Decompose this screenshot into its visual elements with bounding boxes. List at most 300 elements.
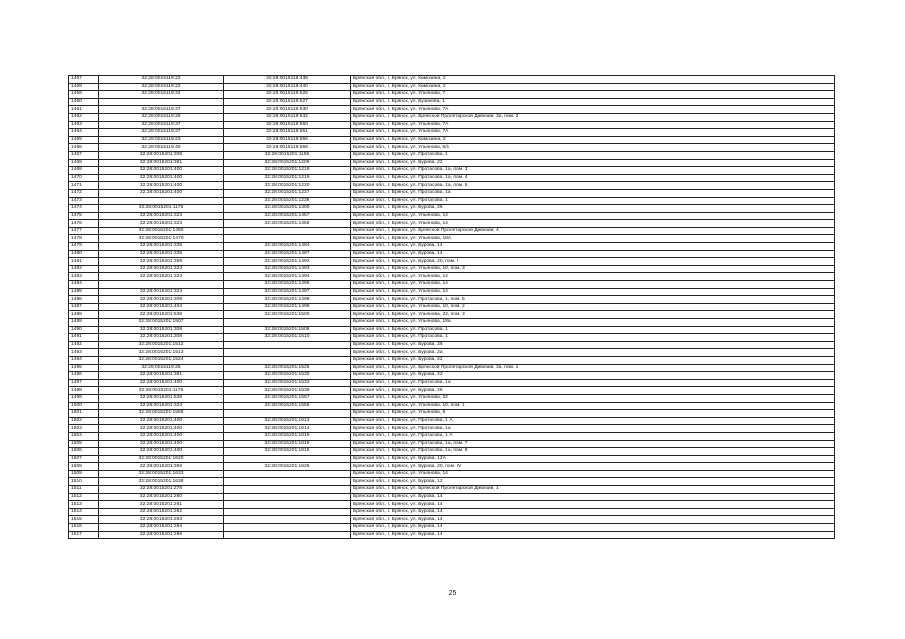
row-number-cell: 1490	[69, 326, 99, 334]
table-row	[69, 319, 835, 327]
row-number-cell: 1482	[69, 265, 99, 273]
table-row	[69, 265, 835, 273]
table-row	[69, 486, 835, 494]
table-row	[69, 417, 835, 425]
land-plot-cadastral-number-cell: 32:28:0015201:323	[99, 212, 224, 220]
row-number-cell: 1505	[69, 440, 99, 448]
table-row	[69, 326, 835, 334]
table-row	[69, 387, 835, 395]
address-cell: Брянская обл., г. Брянск, ул. Бузинова, 1	[351, 98, 835, 106]
address-cell: Брянская обл., г. Брянск, ул. Протасова, 1 А	[351, 417, 835, 425]
address-cell: Брянская обл., г. Брянск, ул. Ульянова, 18а	[351, 319, 835, 327]
table-row	[69, 144, 835, 152]
address-cell: Брянская обл., г. Брянск, ул. Ульянова, 7А	[351, 129, 835, 137]
row-number-cell: 1500	[69, 402, 99, 410]
land-plot-cadastral-number-cell: 32:28:0015119:23	[99, 76, 224, 84]
address-cell: Брянская обл., г. Брянск, ул. Ульянова, 7	[351, 91, 835, 99]
row-number-cell: 1499	[69, 394, 99, 402]
table-row	[69, 493, 835, 501]
table-row	[69, 235, 835, 243]
land-plot-cadastral-number-cell: 32:28:0015201:400	[99, 174, 224, 182]
table-row	[69, 425, 835, 433]
address-cell: Брянская обл., г. Брянск, ул. Ульянова, 10, пом. 3	[351, 265, 835, 273]
address-cell: Брянская обл., г. Брянск, ул. Камозина, 2	[351, 136, 835, 144]
row-number-cell: 1463	[69, 121, 99, 129]
building-cadastral-number-cell: 32:28:0015201:1458	[224, 220, 351, 228]
row-number-cell: 1487	[69, 303, 99, 311]
table-row	[69, 98, 835, 106]
table-row	[69, 410, 835, 418]
land-plot-cadastral-number-cell: 32:28:0015201:323	[99, 273, 224, 281]
land-plot-cadastral-number-cell: 32:28:0015119:25	[99, 364, 224, 372]
address-cell: Брянская обл., г. Брянск, ул. Протасова, 1	[351, 197, 835, 205]
land-plot-cadastral-number-cell: 32:28:0015201:1470	[99, 235, 224, 243]
row-number-cell: 1458	[69, 83, 99, 91]
row-number-cell: 1496	[69, 372, 99, 380]
land-plot-cadastral-number-cell: 32:28:0015201:1175	[99, 387, 224, 395]
address-cell: Брянская обл., г. Брянск, ул. Бурова, 14	[351, 501, 835, 509]
building-cadastral-number-cell: 32:28:0015201:1500	[224, 311, 351, 319]
building-cadastral-number-cell: 32:28:0015119:550	[224, 121, 351, 129]
row-number-cell: 1481	[69, 258, 99, 266]
row-number-cell: 1501	[69, 410, 99, 418]
land-plot-cadastral-number-cell: 32:28:0015201:308	[99, 334, 224, 342]
address-cell: Брянская обл., г. Брянск, ул. Протасова, 1а, пом. 5	[351, 182, 835, 190]
row-number-cell: 1504	[69, 432, 99, 440]
building-cadastral-number-cell	[224, 531, 351, 539]
building-cadastral-number-cell: 32:28:0015201:1619	[224, 448, 351, 456]
land-plot-cadastral-number-cell: 32:28:0015119:37	[99, 106, 224, 114]
table-row	[69, 508, 835, 516]
row-number-cell: 1464	[69, 129, 99, 137]
building-cadastral-number-cell: 32:28:0015119:440	[224, 83, 351, 91]
building-cadastral-number-cell: 32:28:0015201:1220	[224, 182, 351, 190]
land-plot-cadastral-number-cell: 32:28:0015119:37	[99, 129, 224, 137]
table-row	[69, 167, 835, 175]
address-cell: Брянская обл., г. Брянск, ул. Бурова, 22	[351, 372, 835, 380]
address-cell: Брянская обл., г. Брянск, ул. Бурова, 14	[351, 508, 835, 516]
address-cell: Брянская обл., г. Брянск, ул. Брянской Пролетарской Дивизии, 1	[351, 486, 835, 494]
land-plot-cadastral-number-cell: 32:28:0015201:335	[99, 243, 224, 251]
row-number-cell: 1517	[69, 531, 99, 539]
table-row	[69, 311, 835, 319]
land-plot-cadastral-number-cell: 32:28:0015119:23	[99, 83, 224, 91]
building-cadastral-number-cell: 32:28:0015201:1499	[224, 303, 351, 311]
building-cadastral-number-cell	[224, 516, 351, 524]
table-row	[69, 273, 835, 281]
table-row	[69, 189, 835, 197]
table-row	[69, 531, 835, 539]
address-cell: Брянская обл., г. Брянск, ул. Ульянова, 14	[351, 281, 835, 289]
building-cadastral-number-cell: 32:28:0015201:1218	[224, 167, 351, 175]
table-row	[69, 121, 835, 129]
table-row	[69, 356, 835, 364]
land-plot-cadastral-number-cell: 32:28:0015201:323	[99, 220, 224, 228]
row-number-cell: 1507	[69, 455, 99, 463]
land-plot-cadastral-number-cell: 32:28:0015201:308	[99, 151, 224, 159]
building-cadastral-number-cell	[224, 410, 351, 418]
address-cell: Брянская обл., г. Брянск, ул. Бурова, 14	[351, 531, 835, 539]
row-number-cell: 1498	[69, 387, 99, 395]
building-cadastral-number-cell	[224, 470, 351, 478]
building-cadastral-number-cell: 32:28:0015201:1237	[224, 189, 351, 197]
address-cell: Брянская обл., г. Брянск, ул. Брянской Пролетарской Дивизии, 3а, пом. 2	[351, 113, 835, 121]
table-row	[69, 432, 835, 440]
land-plot-cadastral-number-cell: 32:28:0015201:278	[99, 486, 224, 494]
address-cell: Брянская обл., г. Брянск, ул. Протасова, 1а, пом. 4	[351, 174, 835, 182]
table-row	[69, 258, 835, 266]
row-number-cell: 1469	[69, 167, 99, 175]
table-row	[69, 341, 835, 349]
address-cell: Брянская обл., г. Брянск, ул. Ульянова, 8	[351, 410, 835, 418]
land-plot-cadastral-number-cell: 32:28:0015201:283	[99, 516, 224, 524]
land-plot-cadastral-number-cell: 32:28:0015201:1633	[99, 470, 224, 478]
row-number-cell: 1495	[69, 364, 99, 372]
address-cell: Брянская обл., г. Брянск, ул. Ульянова, 14	[351, 470, 835, 478]
land-plot-cadastral-number-cell: 32:28:0015201:282	[99, 508, 224, 516]
row-number-cell: 1478	[69, 235, 99, 243]
address-cell: Брянская обл., г. Брянск, ул. Ульянова, 18А	[351, 235, 835, 243]
table-row	[69, 372, 835, 380]
address-cell: Брянская обл., г. Брянск, ул. Ульянова, 14	[351, 212, 835, 220]
building-cadastral-number-cell: 32:28:0015201:1497	[224, 288, 351, 296]
address-cell: Брянская обл., г. Брянск, ул. Протасова, 1	[351, 326, 835, 334]
row-number-cell: 1468	[69, 159, 99, 167]
address-cell: Брянская обл., г. Брянск, ул. Ульянова, 14	[351, 273, 835, 281]
land-plot-cadastral-number-cell	[99, 197, 224, 205]
building-cadastral-number-cell: 32:28:0015119:551	[224, 129, 351, 137]
table-row	[69, 113, 835, 121]
table-row	[69, 394, 835, 402]
land-plot-cadastral-number-cell	[99, 98, 224, 106]
address-cell: Брянская обл., г. Брянск, ул. Бурова, 26	[351, 341, 835, 349]
table-row	[69, 402, 835, 410]
address-cell: Брянская обл., г. Брянск, ул. Камозина, 2	[351, 76, 835, 84]
row-number-cell: 1479	[69, 243, 99, 251]
building-cadastral-number-cell: 32:28:0015201:1484	[224, 243, 351, 251]
address-cell: Брянская обл., г. Брянск, ул. Ульянова, 22	[351, 394, 835, 402]
table-row	[69, 243, 835, 251]
building-cadastral-number-cell: 32:28:0015201:1539	[224, 387, 351, 395]
building-cadastral-number-cell: 32:28:0015201:1614	[224, 425, 351, 433]
row-number-cell: 1466	[69, 144, 99, 152]
land-plot-cadastral-number-cell: 32:28:0015201:1512	[99, 341, 224, 349]
building-cadastral-number-cell: 32:28:0015201:1508	[224, 326, 351, 334]
row-number-cell: 1486	[69, 296, 99, 304]
address-cell: Брянская обл., г. Брянск, ул. Бурова, 14	[351, 243, 835, 251]
table-row	[69, 288, 835, 296]
land-plot-cadastral-number-cell: 32:28:0015201:404	[99, 303, 224, 311]
table-row	[69, 212, 835, 220]
row-number-cell: 1503	[69, 425, 99, 433]
address-cell: Брянская обл., г. Брянск, ул. Протасова, 1а	[351, 379, 835, 387]
row-number-cell: 1513	[69, 501, 99, 509]
row-number-cell: 1472	[69, 189, 99, 197]
address-cell: Брянская обл., г. Брянск, ул. Бурова, 14	[351, 524, 835, 532]
land-plot-cadastral-number-cell: 32:28:0015201:400	[99, 440, 224, 448]
building-cadastral-number-cell: 32:28:0015119:556	[224, 136, 351, 144]
land-plot-cadastral-number-cell: 32:28:0015201:381	[99, 372, 224, 380]
land-plot-cadastral-number-cell: 32:28:0015201:1507	[99, 319, 224, 327]
row-number-cell: 1484	[69, 281, 99, 289]
building-cadastral-number-cell: 32:28:0015201:1525	[224, 364, 351, 372]
row-number-cell: 1477	[69, 227, 99, 235]
building-cadastral-number-cell: 32:28:0015201:1492	[224, 258, 351, 266]
land-plot-cadastral-number-cell: 32:28:0015201:1175	[99, 205, 224, 213]
building-cadastral-number-cell: 32:28:0015201:1494	[224, 273, 351, 281]
address-cell: Брянская обл., г. Брянск, ул. Протасова, 1а, пом. 3	[351, 167, 835, 175]
land-plot-cadastral-number-cell: 32:28:0015201:400	[99, 189, 224, 197]
land-plot-cadastral-number-cell: 32:28:0015201:538	[99, 394, 224, 402]
table-row	[69, 205, 835, 213]
address-cell: Брянская обл., г. Брянск, ул. Бурова, 26	[351, 205, 835, 213]
address-cell: Брянская обл., г. Брянск, ул. Протасова, 1, пом. 5	[351, 296, 835, 304]
building-cadastral-number-cell: 32:28:0015201:1206	[224, 159, 351, 167]
building-cadastral-number-cell: 32:28:0015201:1495	[224, 281, 351, 289]
building-cadastral-number-cell	[224, 508, 351, 516]
building-cadastral-number-cell: 32:28:0015201:1510	[224, 334, 351, 342]
row-number-cell: 1494	[69, 356, 99, 364]
table-row	[69, 227, 835, 235]
table-row	[69, 455, 835, 463]
row-number-cell: 1465	[69, 136, 99, 144]
address-cell: Брянская обл., г. Брянск, ул. Ульянова, 14	[351, 220, 835, 228]
building-cadastral-number-cell: 32:28:0015201:1498	[224, 296, 351, 304]
land-plot-cadastral-number-cell: 32:28:0015119:32	[99, 91, 224, 99]
table-row	[69, 159, 835, 167]
land-plot-cadastral-number-cell: 32:28:0015201:400	[99, 167, 224, 175]
table-row	[69, 182, 835, 190]
building-cadastral-number-cell: 32:28:0015119:558	[224, 144, 351, 152]
row-number-cell: 1497	[69, 379, 99, 387]
land-plot-cadastral-number-cell: 32:28:0015201:323	[99, 265, 224, 273]
building-cadastral-number-cell	[224, 455, 351, 463]
building-cadastral-number-cell	[224, 356, 351, 364]
address-cell: Брянская обл., г. Брянск, ул. Бурова, 20, пом. I	[351, 258, 835, 266]
table-row	[69, 106, 835, 114]
land-plot-cadastral-number-cell: 32:28:0015201:1638	[99, 478, 224, 486]
building-cadastral-number-cell	[224, 486, 351, 494]
land-plot-cadastral-number-cell: 32:28:0015201:1513	[99, 349, 224, 357]
building-cadastral-number-cell: 32:28:0015201:1530	[224, 372, 351, 380]
row-number-cell: 1476	[69, 220, 99, 228]
row-number-cell: 1474	[69, 205, 99, 213]
row-number-cell: 1470	[69, 174, 99, 182]
building-cadastral-number-cell: 32:28:0015201:1493	[224, 265, 351, 273]
land-plot-cadastral-number-cell: 32:28:0015201:359	[99, 258, 224, 266]
table-row	[69, 303, 835, 311]
address-cell: Брянская обл., г. Брянск, ул. Ульянова, 7А	[351, 106, 835, 114]
building-cadastral-number-cell: 32:28:0015119:530	[224, 106, 351, 114]
land-plot-cadastral-number-cell: 32:28:0015201:400	[99, 417, 224, 425]
row-number-cell: 1502	[69, 417, 99, 425]
building-cadastral-number-cell	[224, 341, 351, 349]
table-row	[69, 501, 835, 509]
row-number-cell: 1459	[69, 91, 99, 99]
address-cell: Брянская обл., г. Брянск, ул. Ульянова, 7А	[351, 121, 835, 129]
land-plot-cadastral-number-cell	[99, 281, 224, 289]
row-number-cell: 1509	[69, 470, 99, 478]
address-cell: Брянская обл., г. Брянск, ул. Бурова, 14	[351, 493, 835, 501]
address-cell: Брянская обл., г. Брянск, ул. Ульянова, 14	[351, 288, 835, 296]
address-cell: Брянская обл., г. Брянск, ул. Бурова, 20, пом. IV	[351, 463, 835, 471]
address-cell: Брянская обл., г. Брянск, ул. Камозина, 2	[351, 83, 835, 91]
address-cell: Брянская обл., г. Брянск, ул. Бурова, 12	[351, 478, 835, 486]
table-row	[69, 76, 835, 84]
address-cell: Брянская обл., г. Брянск, ул. Ульянова, 10, пом. 1	[351, 402, 835, 410]
row-number-cell: 1511	[69, 486, 99, 494]
row-number-cell: 1462	[69, 113, 99, 121]
table-row	[69, 349, 835, 357]
table-row	[69, 364, 835, 372]
land-plot-cadastral-number-cell: 32:28:0015201:1524	[99, 356, 224, 364]
land-plot-cadastral-number-cell: 32:28:0015201:400	[99, 448, 224, 456]
land-plot-cadastral-number-cell: 32:28:0015201:400	[99, 432, 224, 440]
building-cadastral-number-cell	[224, 227, 351, 235]
row-number-cell: 1514	[69, 508, 99, 516]
address-cell: Брянская обл., г. Брянск, ул. Бурова, 22	[351, 356, 835, 364]
row-number-cell: 1467	[69, 151, 99, 159]
land-plot-cadastral-number-cell: 32:28:0015201:286	[99, 531, 224, 539]
building-cadastral-number-cell: 32:28:0015201:1618	[224, 440, 351, 448]
land-plot-cadastral-number-cell: 32:28:0015201:538	[99, 311, 224, 319]
table-row	[69, 440, 835, 448]
address-cell: Брянская обл., г. Брянск, ул. Брянской Пролетарской Дивизии, 4	[351, 227, 835, 235]
land-plot-cadastral-number-cell: 32:28:0015201:281	[99, 501, 224, 509]
row-number-cell: 1516	[69, 524, 99, 532]
building-cadastral-number-cell	[224, 349, 351, 357]
land-plot-cadastral-number-cell: 32:28:0015201:381	[99, 159, 224, 167]
building-cadastral-number-cell: 32:28:0015201:1238	[224, 197, 351, 205]
land-plot-cadastral-number-cell: 32:28:0015119:25	[99, 113, 224, 121]
building-cadastral-number-cell: 32:28:0015201:1625	[224, 463, 351, 471]
row-number-cell: 1510	[69, 478, 99, 486]
building-cadastral-number-cell	[224, 493, 351, 501]
building-cadastral-number-cell: 32:28:0015201:1558	[224, 402, 351, 410]
table-row	[69, 524, 835, 532]
address-cell: Брянская обл., г. Брянск, ул. Протасова, 1	[351, 151, 835, 159]
cadastral-table-body	[69, 76, 835, 539]
row-number-cell: 1475	[69, 212, 99, 220]
row-number-cell: 1515	[69, 516, 99, 524]
address-cell: Брянская обл., г. Брянск, ул. Брянской Пролетарской Дивизии, 3а, пом. 1	[351, 364, 835, 372]
building-cadastral-number-cell: 32:28:0015201:1195	[224, 151, 351, 159]
address-cell: Брянская обл., г. Брянск, ул. Ульянова, 5/1	[351, 144, 835, 152]
address-cell: Брянская обл., г. Брянск, ул. Протасова, 1	[351, 334, 835, 342]
building-cadastral-number-cell	[224, 319, 351, 327]
address-cell: Брянская обл., г. Брянск, ул. Протасова, 1 А	[351, 432, 835, 440]
land-plot-cadastral-number-cell: 32:28:0015201:335	[99, 250, 224, 258]
address-cell: Брянская обл., г. Брянск, ул. Бурова, 14	[351, 250, 835, 258]
building-cadastral-number-cell: 32:28:0015201:1613	[224, 417, 351, 425]
land-plot-cadastral-number-cell: 32:28:0015119:23	[99, 136, 224, 144]
land-plot-cadastral-number-cell: 32:28:0015201:308	[99, 326, 224, 334]
row-number-cell: 1506	[69, 448, 99, 456]
row-number-cell: 1508	[69, 463, 99, 471]
row-number-cell: 1493	[69, 349, 99, 357]
land-plot-cadastral-number-cell: 32:28:0015201:308	[99, 296, 224, 304]
building-cadastral-number-cell: 32:28:0015119:527	[224, 98, 351, 106]
building-cadastral-number-cell: 32:28:0015201:1300	[224, 205, 351, 213]
table-row	[69, 296, 835, 304]
table-row	[69, 470, 835, 478]
row-number-cell: 1485	[69, 288, 99, 296]
building-cadastral-number-cell: 32:28:0015201:1557	[224, 394, 351, 402]
row-number-cell: 1489	[69, 319, 99, 327]
land-plot-cadastral-number-cell: 32:28:0015201:284	[99, 524, 224, 532]
land-plot-cadastral-number-cell: 32:28:0015201:1460	[99, 227, 224, 235]
building-cadastral-number-cell: 32:28:0015119:526	[224, 91, 351, 99]
row-number-cell: 1512	[69, 493, 99, 501]
building-cadastral-number-cell: 32:28:0015201:1487	[224, 250, 351, 258]
row-number-cell: 1473	[69, 197, 99, 205]
row-number-cell: 1471	[69, 182, 99, 190]
land-plot-cadastral-number-cell: 32:28:0015201:323	[99, 288, 224, 296]
row-number-cell: 1457	[69, 76, 99, 84]
table-row	[69, 334, 835, 342]
table-row	[69, 379, 835, 387]
land-plot-cadastral-number-cell: 32:28:0015201:400	[99, 182, 224, 190]
land-plot-cadastral-number-cell: 32:28:0015201:400	[99, 379, 224, 387]
address-cell: Брянская обл., г. Брянск, ул. Ульянова, 10, пом. 2	[351, 303, 835, 311]
building-cadastral-number-cell: 32:28:0015119:439	[224, 76, 351, 84]
table-row	[69, 250, 835, 258]
land-plot-cadastral-number-cell: 32:28:0015119:37	[99, 121, 224, 129]
building-cadastral-number-cell	[224, 501, 351, 509]
table-row	[69, 129, 835, 137]
building-cadastral-number-cell: 32:28:0015201:1219	[224, 174, 351, 182]
address-cell: Брянская обл., г. Брянск, ул. Бурова, 12А	[351, 455, 835, 463]
address-cell: Брянская обл., г. Брянск, ул. Протасова, 1а	[351, 189, 835, 197]
land-plot-cadastral-number-cell: 32:28:0015201:1620	[99, 455, 224, 463]
address-cell: Брянская обл., г. Брянск, ул. Ульянова, 22, пом. 3	[351, 311, 835, 319]
building-cadastral-number-cell	[224, 235, 351, 243]
building-cadastral-number-cell: 32:28:0015201:1457	[224, 212, 351, 220]
row-number-cell: 1480	[69, 250, 99, 258]
land-plot-cadastral-number-cell: 32:28:0015201:1568	[99, 410, 224, 418]
table-row	[69, 281, 835, 289]
table-row	[69, 83, 835, 91]
building-cadastral-number-cell: 32:28:0015201:1533	[224, 379, 351, 387]
table-row	[69, 197, 835, 205]
row-number-cell: 1491	[69, 334, 99, 342]
address-cell: Брянская обл., г. Брянск, ул. Протасова, 1а, пом. 7	[351, 440, 835, 448]
address-cell: Брянская обл., г. Брянск, ул. Протасова, 1а	[351, 425, 835, 433]
land-plot-cadastral-number-cell: 32:28:0015201:280	[99, 493, 224, 501]
table-row	[69, 463, 835, 471]
table-row	[69, 91, 835, 99]
page-number: 25	[448, 590, 457, 597]
address-cell: Брянская обл., г. Брянск, ул. Бурова, 26	[351, 387, 835, 395]
building-cadastral-number-cell	[224, 478, 351, 486]
row-number-cell: 1492	[69, 341, 99, 349]
building-cadastral-number-cell: 32:28:0015119:532	[224, 113, 351, 121]
address-cell: Брянская обл., г. Брянск, ул. Бурова, 22	[351, 159, 835, 167]
table-row	[69, 174, 835, 182]
table-row	[69, 448, 835, 456]
row-number-cell: 1483	[69, 273, 99, 281]
table-row	[69, 136, 835, 144]
land-plot-cadastral-number-cell: 32:28:0015201:359	[99, 463, 224, 471]
row-number-cell: 1461	[69, 106, 99, 114]
building-cadastral-number-cell: 32:28:0015201:1615	[224, 432, 351, 440]
building-cadastral-number-cell	[224, 524, 351, 532]
table-row	[69, 151, 835, 159]
table-row	[69, 516, 835, 524]
land-plot-cadastral-number-cell: 32:28:0015201:400	[99, 425, 224, 433]
land-plot-cadastral-number-cell: 32:28:0015119:40	[99, 144, 224, 152]
cadastral-table	[68, 75, 835, 539]
